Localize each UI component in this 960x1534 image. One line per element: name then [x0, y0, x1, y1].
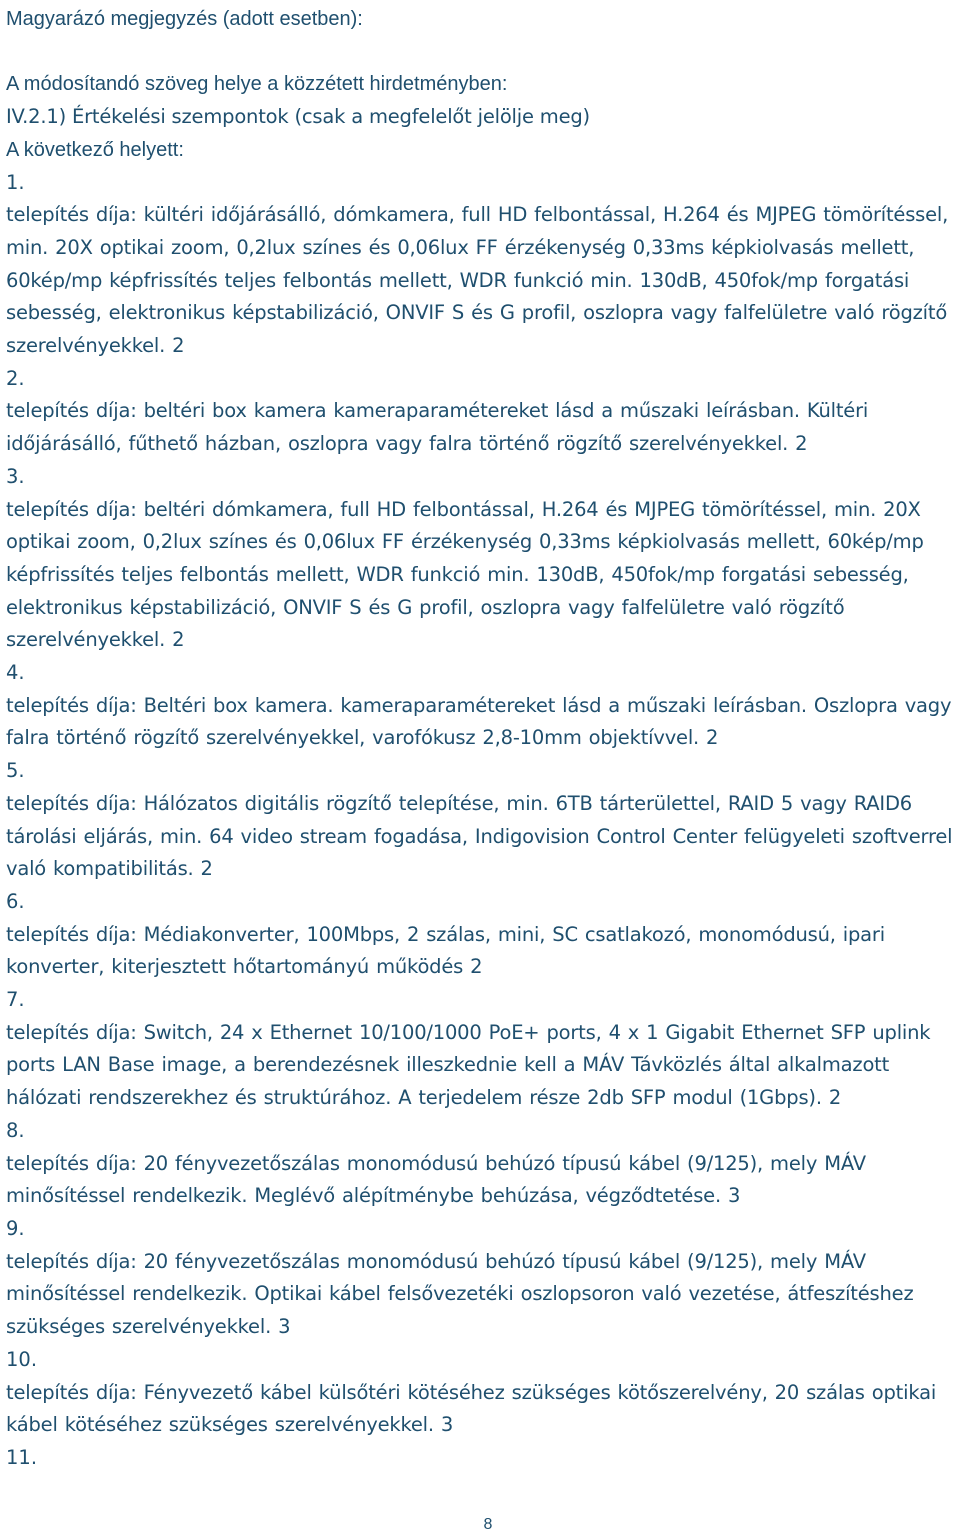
item-description: telepítés díja: 20 fényvezetőszálas monomódusú behúzó típusú kábel (9/125), mely MÁV minősítéssel rendelkezik. Optikai kábel felsővezetéki oszlopsoron való vezetése, átfeszítéshez szükséges szerelvényekkel. 3: [6, 1249, 914, 1339]
item-description: telepítés díja: Fényvezető kábel külsőtéri kötéséhez szükséges kötőszerelvény, 20 szálas optikai kábel kötéséhez szükséges szerelvényekkel. 3: [6, 1380, 937, 1437]
item-number: 8.: [6, 1118, 25, 1142]
item-number: 3.: [6, 464, 25, 488]
item-description: telepítés díja: kültéri időjárásálló, dómkamera, full HD felbontással, H.264 és MJPEG tömörítéssel, min. 20X optikai zoom, 0,2lux színes és 0,06lux FF érzékenység 0,33ms képkiolvasás mellett, 60kép/mp képfrissítés teljes felbontás mellett, WDR funkció min. 130dB, 450fok/mp forgatási sebesség, elektronikus képstabilizáció, ONVIF S és G profil, oszlopra vagy falfelületre való rögzítő szerelvényekkel. 2: [6, 203, 949, 358]
item-description: telepítés díja: 20 fényvezetőszálas monomódusú behúzó típusú kábel (9/125), mely MÁV minősítéssel rendelkezik. Meglévő alépítménybe behúzása, végződtetése. 3: [6, 1151, 866, 1208]
item-number: 10.: [6, 1347, 38, 1371]
list-item: [6, 1344, 958, 1442]
item-number: 11.: [6, 1445, 38, 1469]
instead-label: A következő helyett:: [6, 138, 184, 161]
section-reference: IV.2.1) Értékelési szempontok (csak a megfelelőt jelölje meg): [6, 105, 590, 129]
item-number: 9.: [6, 1217, 25, 1240]
item-description: telepítés díja: beltéri box kamera kameraparamétereket lásd a műszaki leírásban. Kültéri időjárásálló, fűthető házban, oszlopra vagy falra történő rögzítő szerelvényekkel. 2: [6, 399, 869, 456]
list-item: [6, 984, 958, 1115]
item-number: 2.: [6, 366, 25, 390]
list-item: [6, 886, 958, 984]
list-item: [6, 363, 958, 461]
page-number: 8: [483, 1516, 493, 1533]
item-description: telepítés díja: Beltéri box kamera. kameraparamétereket lásd a műszaki leírásban. Oszlopra vagy falra történő rögzítő szerelvényekkel, varofókusz 2,8-10mm objektívvel. 2: [6, 693, 952, 750]
blank-line: [6, 36, 958, 69]
item-description: telepítés díja: Médiakonverter, 100Mbps, 2 szálas, mini, SC csatlakozó, monomódusú, ipari konverter, kiterjesztett hőtartományú működés 2: [6, 922, 885, 979]
item-number: 7.: [6, 988, 25, 1012]
explanatory-note-label: Magyarázó megjegyzés (adott esetben):: [6, 8, 363, 30]
list-item: [6, 755, 958, 886]
list-item: [6, 167, 958, 363]
item-description: telepítés díja: Switch, 24 x Ethernet 10/100/1000 PoE+ ports, 4 x 1 Gigabit Ethernet SFP uplink ports LAN Base image, a berendezésnek illeszkednie kell a MÁV Távközlés által alkalmazott hálózati rendszerekhez és struktúrához. A terjedelem része 2db SFP modul (1Gbps). 2: [6, 1020, 931, 1110]
item-number: 4.: [6, 661, 25, 685]
item-description: telepítés díja: Hálózatos digitális rögzítő telepítése, min. 6TB tárterülettel, RAID 5 vagy RAID6 tárolási eljárás, min. 64 video stream fogadása, Indigovision Control Center felügyeleti szoftverrel való kompatibilitás. 2: [6, 791, 953, 881]
list-item: [6, 657, 958, 755]
text-location-label: A módosítandó szöveg helye a közzétett hirdetményben:: [6, 73, 508, 96]
list-item: [6, 1442, 958, 1475]
item-number: 5.: [6, 759, 25, 783]
item-number: 1.: [6, 170, 25, 194]
item-number: 6.: [6, 889, 25, 913]
item-description: telepítés díja: beltéri dómkamera, full HD felbontással, H.264 és MJPEG tömörítéssel, min. 20X optikai zoom, 0,2lux színes és 0,06lux FF érzékenység 0,33ms képkiolvasás mellett, 60kép/mp képfrissítés teljes felbontás mellett, WDR funkció min. 130dB, 450fok/mp forgatási sebesség, elektronikus képstabilizáció, ONVIF S és G profil, oszlopra vagy falfelületre való rögzítő szerelvényekkel. 2: [6, 497, 924, 652]
list-item: [6, 1115, 958, 1213]
list-item: [6, 1213, 958, 1344]
document-page: [6, 3, 958, 1475]
list-item: [6, 461, 958, 657]
